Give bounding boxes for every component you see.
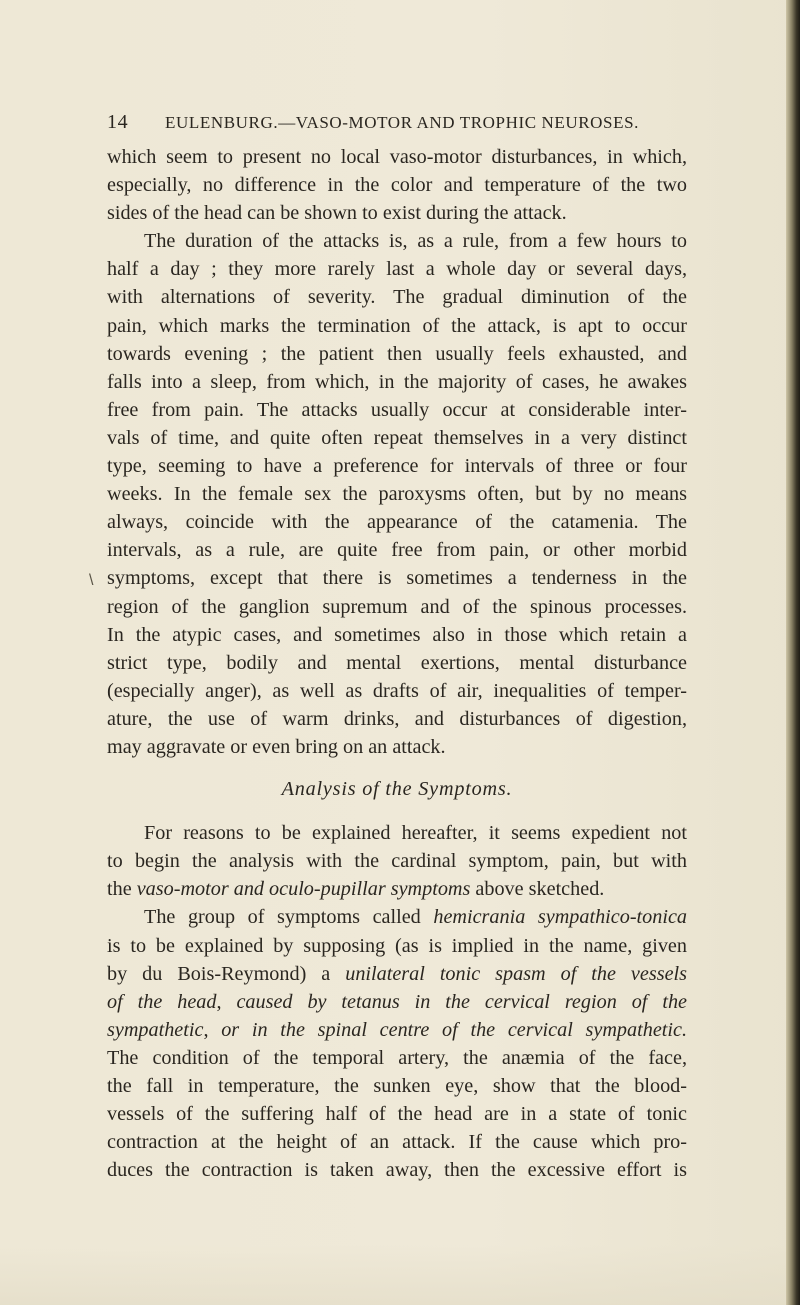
text-line: especially, no difference in the color and temperature of the two xyxy=(107,174,687,197)
text-line: intervals, as a rule, are quite free from pain, or other morbid xyxy=(107,539,687,562)
text-line: may aggravate or even bring on an attack. xyxy=(107,735,446,758)
text-line xyxy=(107,875,687,903)
italic-run: sympathetic xyxy=(107,1018,204,1041)
text-run: the xyxy=(107,878,137,901)
italic-run: unilateral tonic spasm of the vessels xyxy=(345,962,687,985)
text-line: towards evening ; the patient then usually feels exhausted, and xyxy=(107,342,687,365)
italic-run: hemicrania sympathico-tonica xyxy=(433,906,688,929)
text-line xyxy=(107,960,687,988)
text-line: free from pain. The attacks usually occur at considerable inter- xyxy=(107,398,687,421)
text-run: The group of symptoms called xyxy=(144,906,434,929)
page-number: 14 xyxy=(107,111,129,133)
italic-run: vaso-motor and oculo-pupillar symptoms xyxy=(136,878,471,901)
italic-run: of the head xyxy=(107,990,217,1013)
text-line: weeks. In the female sex the paroxysms often, but by no means xyxy=(107,483,687,506)
text-line: strict type, bodily and mental exertions, mental disturbance xyxy=(107,651,687,674)
text-line: vessels of the suffering half of the head are in a state of tonic xyxy=(107,1103,687,1126)
text-run: above sketched. xyxy=(470,878,605,901)
text-line xyxy=(107,903,687,931)
text-line: contraction at the height of an attack. If the cause which pro- xyxy=(107,1131,687,1154)
page-bottom-shade xyxy=(0,1245,800,1305)
text-line: pain, which marks the termination of the attack, is apt to occur xyxy=(107,314,687,337)
text-line: falls into a sleep, from which, in the majority of cases, he awakes xyxy=(107,370,687,393)
text-line: sides of the head can be shown to exist during the attack. xyxy=(107,202,567,225)
text-line: vals of time, and quite often repeat themselves in a very distinct xyxy=(107,426,687,449)
text-line: which seem to present no local vaso-motor disturbances, in which, xyxy=(107,146,687,168)
body-text xyxy=(107,143,687,1184)
text-line: type, seeming to have a preference for intervals of three or four xyxy=(107,455,687,478)
text-line: region of the ganglion supremum and of the spinous processes. xyxy=(107,595,687,618)
text-line: to begin the analysis with the cardinal symptom, pain, but with xyxy=(107,850,687,873)
text-line: with alternations of severity. The gradual diminution of the xyxy=(107,286,687,309)
page-binding-edge xyxy=(786,0,800,1305)
text-line: In the atypic cases, and sometimes also in those which retain a xyxy=(107,623,687,646)
text-line xyxy=(107,1016,687,1044)
text-line: For reasons to be explained hereafter, it seems expedient not xyxy=(144,822,687,845)
text-line: ature, the use of warm drinks, and disturbances of digestion, xyxy=(107,707,687,730)
text-line: the fall in temperature, the sunken eye, show that the blood- xyxy=(107,1075,687,1097)
text-line: (especially anger), as well as drafts of air, inequalities of temper- xyxy=(107,679,687,702)
text-line: half a day ; they more rarely last a whole day or several days, xyxy=(107,258,687,281)
text-run: , xyxy=(203,1018,222,1041)
italic-run: caused by tetanus in the cervical region of the xyxy=(236,990,688,1013)
text-line: always, coincide with the appearance of the catamenia. The xyxy=(107,511,687,534)
text-line: The duration of the attacks is, as a rule, from a few hours to xyxy=(144,230,687,253)
margin-mark: \ xyxy=(89,572,94,589)
text-line xyxy=(107,988,687,1016)
text-line: is to be explained by supposing (as is implied in the name, given xyxy=(107,934,687,957)
text-run: by du Bois-Reymond) a xyxy=(107,962,346,985)
text-line: symptoms, except that there is sometimes a tenderness in the xyxy=(107,567,687,590)
running-head xyxy=(107,111,707,134)
section-heading: Analysis of the Symptoms. xyxy=(281,778,513,801)
text-line: duces the contraction is taken away, then the excessive effort is xyxy=(107,1159,687,1182)
italic-run: or in the spinal centre of the cervical sympathetic. xyxy=(221,1018,688,1041)
text-line: The condition of the temporal artery, the anæmia of the face, xyxy=(107,1046,687,1069)
running-title: EULENBURG.—VASO-MOTOR AND TROPHIC NEUROSES. xyxy=(165,113,639,132)
text-run: , xyxy=(216,990,237,1013)
